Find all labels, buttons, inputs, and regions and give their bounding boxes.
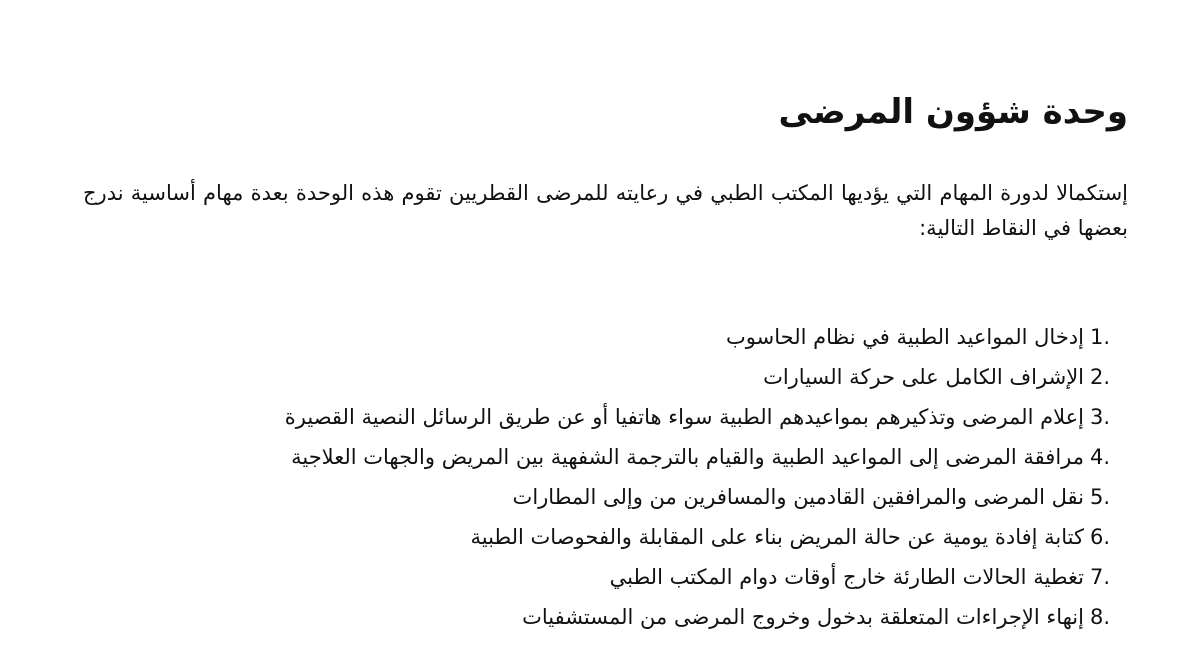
task-number: 4. bbox=[1090, 445, 1111, 469]
task-item bbox=[68, 317, 1128, 357]
task-item bbox=[68, 557, 1128, 597]
task-number: 7. bbox=[1090, 565, 1111, 589]
task-number: 3. bbox=[1090, 405, 1111, 429]
task-text: إنهاء الإجراءات المتعلقة بدخول وخروج المرضى من المستشفيات bbox=[522, 605, 1084, 629]
task-item bbox=[68, 397, 1128, 437]
task-item bbox=[68, 357, 1128, 397]
task-text: كتابة إفادة يومية عن حالة المريض بناء على المقابلة والفحوصات الطبية bbox=[470, 525, 1084, 549]
task-text: نقل المرضى والمرافقين القادمين والمسافرين من وإلى المطارات bbox=[512, 485, 1084, 509]
task-text: تغطية الحالات الطارئة خارج أوقات دوام المكتب الطبي bbox=[609, 565, 1084, 589]
task-text: مرافقة المرضى إلى المواعيد الطبية والقيام بالترجمة الشفهية بين المريض والجهات العلاجية bbox=[291, 445, 1084, 469]
task-item bbox=[68, 597, 1128, 637]
task-number: 8. bbox=[1090, 605, 1111, 629]
task-number: 5. bbox=[1090, 485, 1111, 509]
page-title: وحدة شؤون المرضى bbox=[778, 92, 1128, 132]
task-text: إدخال المواعيد الطبية في نظام الحاسوب bbox=[726, 325, 1084, 349]
task-text: إعلام المرضى وتذكيرهم بمواعيدهم الطبية سواء هاتفيا أو عن طريق الرسائل النصية القصيرة bbox=[284, 405, 1084, 429]
task-item bbox=[68, 517, 1128, 557]
task-item bbox=[68, 477, 1128, 517]
task-number: 6. bbox=[1090, 525, 1111, 549]
tasks-list bbox=[68, 317, 1128, 637]
task-text: الإشراف الكامل على حركة السيارات bbox=[763, 365, 1084, 389]
task-number: 2. bbox=[1090, 365, 1111, 389]
task-item bbox=[68, 437, 1128, 477]
task-number: 1. bbox=[1090, 325, 1111, 349]
intro-paragraph: إستكمالا لدورة المهام التي يؤديها المكتب الطبي في رعايته للمرضى القطريين تقوم هذه الوحدة بعدة مهام أساسية ندرج بعضها في النقاط التالية: bbox=[83, 181, 1128, 240]
